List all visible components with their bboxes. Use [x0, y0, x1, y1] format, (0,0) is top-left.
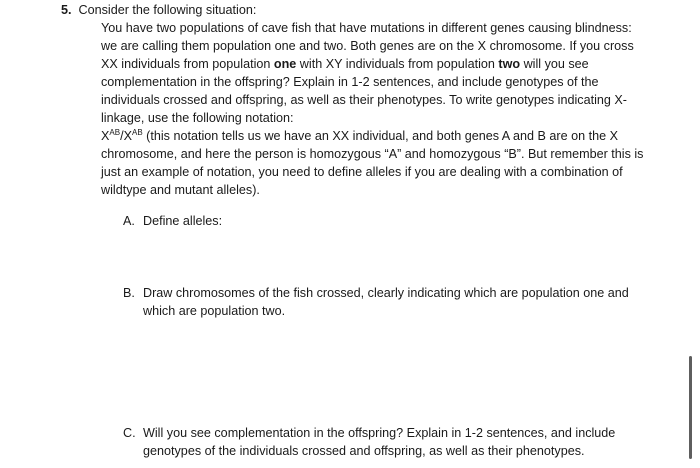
notation-slash-x: /X [120, 129, 132, 143]
question-paragraph-2 [101, 127, 649, 199]
sub-question-c-label: C. [123, 426, 136, 440]
question-paragraph-1 [101, 19, 649, 127]
notation-superscript-2: AB [131, 128, 143, 137]
bold-population-two: two [498, 57, 521, 71]
vertical-scrollbar[interactable] [689, 356, 692, 459]
notation-x: X [101, 129, 110, 143]
question-number: 5. [61, 3, 72, 17]
para1-text-b: with XY individuals from population [296, 57, 499, 71]
para1-text-c: will you see complementation in the offspring? Explain in 1-2 sentences, and include genotypes of the individuals crossed and offspring, as well as their phenotypes. To write genotypes indicating X-linkage, use the following notation: [101, 57, 627, 125]
question-heading [61, 1, 256, 19]
para2-text: (this notation tells us we have an XX individual, and both genes A and B are on the X chromosome, and here the person is homozygous “A” and homozygous “B”. But remember this is just an example of notation, you need to define alleles if you are dealing with a combination of wildtype and mutant alleles). [101, 129, 644, 197]
question-body [101, 19, 649, 199]
sub-question-b-label: B. [123, 286, 135, 300]
bold-population-one: one [273, 57, 297, 71]
notation-superscript-1: AB [109, 128, 121, 137]
question-heading-text: Consider the following situation: [78, 3, 257, 17]
sub-question-c-text: Will you see complementation in the offspring? Explain in 1-2 sentences, and include genotypes of the individuals crossed and offspring, as well as their phenotypes. [143, 426, 616, 458]
sub-question-b [123, 284, 653, 320]
sub-question-c [123, 424, 653, 460]
sub-question-a-text: Define alleles: [143, 214, 223, 228]
para1-text-a: You have two populations of cave fish that have mutations in different genes causing blindness: we are calling them population one and two. Both genes are on the X chromosome. If you cross XX individuals from population [101, 21, 634, 71]
sub-question-a-label: A. [123, 214, 135, 228]
sub-question-b-text: Draw chromosomes of the fish crossed, clearly indicating which are population one and which are population two. [143, 286, 629, 318]
sub-question-a [123, 212, 653, 230]
